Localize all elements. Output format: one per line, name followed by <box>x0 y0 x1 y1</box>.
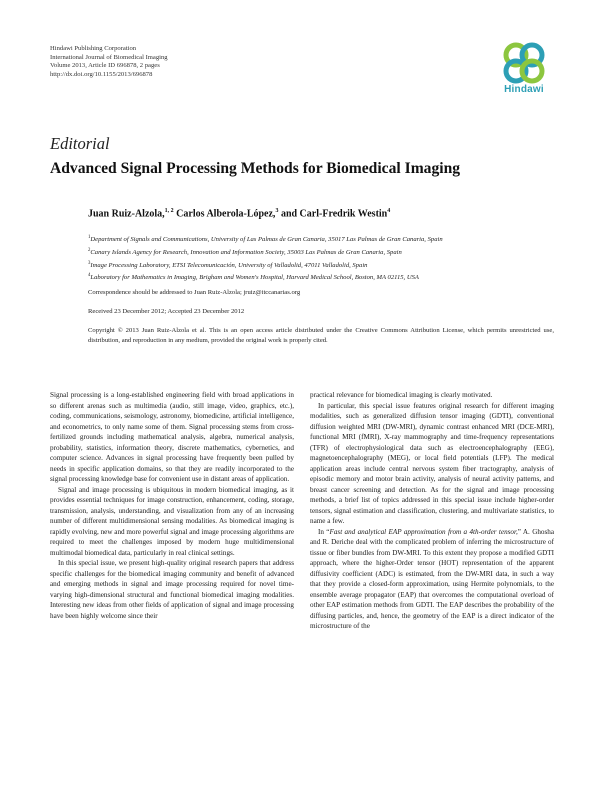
body-column-left <box>50 390 294 621</box>
affiliation-item: $^1$Department of Signals and Communications, University of Las Palmas de Gran Canaria, 35017 Las Palmas de Gran Canaria, Spain <box>88 235 443 244</box>
author-list <box>88 208 390 219</box>
journal-info <box>50 45 168 79</box>
hindawi-logo <box>492 40 556 104</box>
hindawi-logo-text: Hindawi <box>504 84 544 95</box>
journal-name: International Journal of Biomedical Imaging <box>50 53 168 61</box>
body-paragraph: Signal and image processing is ubiquitous in modern biomedical imaging, as it provides essential techniques for image construction, enhancement, coding, storage, transmission, analysis, understanding, and visualization from any of an increasing number of different multidimensional sensing modalities. As biomedical imaging is rapidly evolving, new and more powerful signal and image processing algorithms are required to meet the challenges imposed by modern huge multidimensional multimodal biomedical data, particularly in real clinical settings. <box>50 485 294 557</box>
affiliation-list <box>88 233 558 284</box>
body-paragraph: In “Fast and analytical EAP approximation from a 4th-order tensor,” A. Ghosha and R. Deriche deal with the complicated problem of inferring the microstructure of tissue or fiber bundles from DW-MRI. To this extent they propose a modified GDTI approach, where the higher-Order tensor (HOT) representation of the apparent diffusivity coefficient (ADC) is estimated, from the DW-MRI data, in such a way that they provide a closed-form approximation, using Hermite polynomials, to the ensemble average propagator (EAP) that overcomes the computational overload of other EAP estimation methods from GDTI. The EAP describes the probability of the diffusing particles, and, hence, the geometry of the EAP is a direct indicator of the microstructure of the <box>310 527 555 630</box>
author-affil-ref: 1, 2 <box>164 208 174 214</box>
author-name: Carlos Alberola-López, <box>176 208 276 220</box>
section-label: Editorial <box>50 134 110 153</box>
hindawi-logo-icon <box>499 40 549 86</box>
article-title: Advanced Signal Processing Methods for Biomedical Imaging <box>50 160 461 177</box>
publisher-name: Hindawi Publishing Corporation <box>50 45 137 52</box>
body-paragraph: In this special issue, we present high-quality original research papers that address specific challenges for the biomedical imaging community and benefit of advanced and emerging methods in signal and image processing required for novel time-varying high-dimensional structural and functional biomedical imaging modalities. Interesting new ideas from other fields of application of signal and image processing have been highly welcome since their <box>50 559 294 620</box>
doi-link[interactable]: http://dx.doi.org/10.1155/2013/696878 <box>50 70 153 78</box>
volume-info: Volume 2013, Article ID 696878, 2 pages <box>50 62 160 70</box>
author-affil-ref: 4 <box>387 208 391 214</box>
body-paragraph: Signal processing is a long-established engineering field with broad applications in so different arenas such as multimedia (audio, still image, video, graphics, etc.), coding, communications, seismology, astronomy, biomedicine, artificial intelligence, and econometrics, to only name some of them. Signal processing stems from cross-fertilized grounds including mathematical analysis, algebra, numerical analysis, probability, statistics, information theory, discrete mathematics, cybernetics, and computer science. Advances in signal processing have frequently been pulled by needs in specific application domains, so that they are readily incorporated to the signal processing knowledge base for convenient use in distant areas of application. <box>50 391 294 483</box>
affiliation-item: $^3$Image Processing Laboratory, ETSI Telecomunicación, University of Valladolid, 47011 Valladolid, Spain <box>88 260 368 269</box>
author-name: Juan Ruiz-Alzola, <box>88 208 165 220</box>
cited-article-title: Fast and analytical EAP approximation from a 4th-order tensor, <box>329 527 518 536</box>
author-affil-ref: 3 <box>275 208 279 214</box>
correspondence-note: Correspondence should be addressed to Juan Ruiz-Alzola; jruiz@itccanarias.org <box>88 289 301 296</box>
body-column-right <box>310 390 554 632</box>
article-dates: Received 23 December 2012; Accepted 23 December 2012 <box>88 308 245 315</box>
author-name: and Carl-Fredrik Westin <box>280 208 388 220</box>
body-paragraph: practical relevance for biomedical imaging is clearly motivated. <box>310 391 493 399</box>
affiliation-item: $^4$Laboratory for Mathematics in Imaging, Brigham and Women's Hospital, Harvard Medical School, Boston, MA 02115, USA <box>88 273 419 282</box>
body-paragraph: In particular, this special issue features original research for different imaging modalities, such as generalized diffusion tensor imaging (GDTI), conventional diffusion weighted MRI (DW-MRI), dynamic contrast enhanced MRI (DCE-MRI), functional MRI (fMRI), X-ray mammography and time-frequency representations (TFR) of electrophysiological data such as electroencephalography (EEG), magnetoencephalography (MEG), or local field potentials (LFP). The medical application areas include central nervous system fiber tractography, analysis of episodic memory and motor brain activity, analysis of neural activity patterns, and breast cancer screening and detection. As for the signal and image processing methods, a brief list of topics addressed in this special issue include higher-order tensors, signal estimation and classification, clustering, and multivariate statistics, to name a few. <box>310 401 554 525</box>
affiliation-item: $^2$Canary Islands Agency for Research, Innovation and Information Society, 35003 Las Palmas de Gran Canaria, Spain <box>88 247 402 256</box>
copyright-notice: Copyright © 2013 Juan Ruiz-Alzola et al. This is an open access article distributed under the Creative Commons Attribution License, which permits unrestricted use, distribution, and reproduction in any medium, provided the original work is properly cited. <box>88 327 554 345</box>
